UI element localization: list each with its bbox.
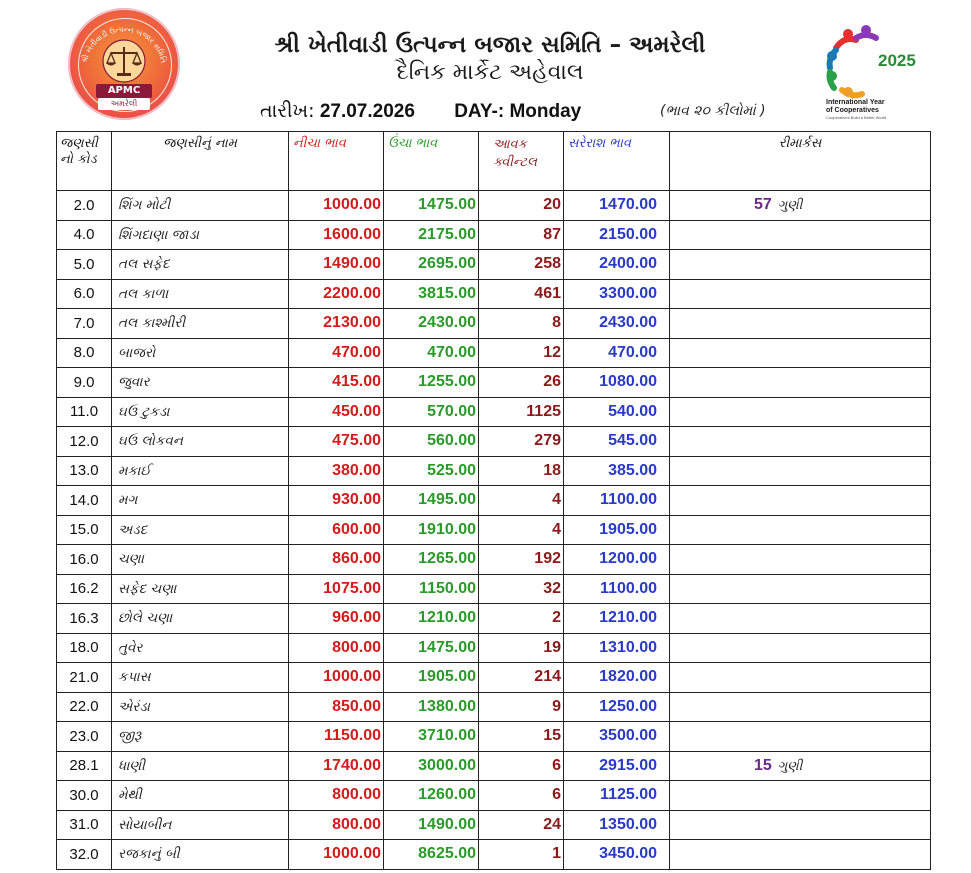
cell-avg-price: 545.00 xyxy=(564,427,670,457)
scales-icon xyxy=(101,38,147,84)
cell-code: 15.0 xyxy=(57,515,112,545)
remark-count: 57 xyxy=(754,196,772,214)
cell-code: 16.0 xyxy=(57,545,112,575)
cell-high-price: 2695.00 xyxy=(384,250,479,280)
cell-low-price: 800.00 xyxy=(289,633,384,663)
cell-remarks xyxy=(670,840,931,870)
header-avg-price: સરેરાશ ભાવ xyxy=(564,132,670,191)
cell-low-price: 415.00 xyxy=(289,368,384,398)
cell-arrival: 214 xyxy=(479,663,564,693)
cell-name: તલ સફેદ xyxy=(112,250,289,280)
table-row xyxy=(57,574,931,604)
cell-name: કપાસ xyxy=(112,663,289,693)
cell-name: સફેદ ચણા xyxy=(112,574,289,604)
cell-low-price: 860.00 xyxy=(289,545,384,575)
cell-low-price: 1150.00 xyxy=(289,722,384,752)
cell-low-price: 1740.00 xyxy=(289,751,384,781)
header-arrival: આવક ક્વીન્ટલ xyxy=(479,132,564,191)
date-label: તારીખ: xyxy=(260,100,315,122)
cell-code: 23.0 xyxy=(57,722,112,752)
cell-name: બાજરો xyxy=(112,338,289,368)
cell-name: અડદ xyxy=(112,515,289,545)
header-remarks: રીમાર્કસ xyxy=(670,132,931,191)
table-row xyxy=(57,633,931,663)
market-price-table xyxy=(56,131,931,870)
cell-name: શિંગ મોટી xyxy=(112,191,289,221)
cell-low-price: 1490.00 xyxy=(289,250,384,280)
cell-remarks xyxy=(670,250,931,280)
cell-name: તલ કાશ્મીરી xyxy=(112,309,289,339)
header-code: જણસી નો કોડ xyxy=(57,132,112,191)
table-row xyxy=(57,220,931,250)
table-row xyxy=(57,663,931,693)
cell-low-price: 470.00 xyxy=(289,338,384,368)
cell-code: 28.1 xyxy=(57,751,112,781)
cell-remarks xyxy=(670,751,931,781)
cell-code: 6.0 xyxy=(57,279,112,309)
cell-name: જીરૂ xyxy=(112,722,289,752)
cell-arrival: 9 xyxy=(479,692,564,722)
table-row xyxy=(57,722,931,752)
cell-remarks xyxy=(670,456,931,486)
cell-arrival: 4 xyxy=(479,515,564,545)
cell-name: ચણા xyxy=(112,545,289,575)
cell-remarks xyxy=(670,427,931,457)
cell-arrival: 1125 xyxy=(479,397,564,427)
cell-high-price: 3815.00 xyxy=(384,279,479,309)
cell-low-price: 380.00 xyxy=(289,456,384,486)
cell-arrival: 18 xyxy=(479,456,564,486)
logo-arc-label: શ્રી ખેતીવાડી ઉત્પન્ન બજાર સમિતિ xyxy=(79,24,169,64)
cell-arrival: 2 xyxy=(479,604,564,634)
table-row xyxy=(57,515,931,545)
cell-code: 18.0 xyxy=(57,633,112,663)
table-row xyxy=(57,486,931,516)
cell-name: સોયાબીન xyxy=(112,810,289,840)
cell-low-price: 1000.00 xyxy=(289,663,384,693)
cell-avg-price: 470.00 xyxy=(564,338,670,368)
table-body xyxy=(57,191,931,870)
cell-name: એરંડા xyxy=(112,692,289,722)
cooperatives-year-logo xyxy=(822,18,940,122)
logo-year-text: 2025 xyxy=(878,51,916,70)
cell-avg-price: 1080.00 xyxy=(564,368,670,398)
cell-arrival: 87 xyxy=(479,220,564,250)
header-high-price: ઉંચા ભાવ xyxy=(384,132,479,191)
cell-low-price: 450.00 xyxy=(289,397,384,427)
cell-high-price: 1380.00 xyxy=(384,692,479,722)
cell-code: 11.0 xyxy=(57,397,112,427)
cell-high-price: 2175.00 xyxy=(384,220,479,250)
table-row xyxy=(57,309,931,339)
cell-remarks xyxy=(670,574,931,604)
cell-avg-price: 1350.00 xyxy=(564,810,670,840)
table-row xyxy=(57,191,931,221)
cell-name: મકાઈ xyxy=(112,456,289,486)
cell-high-price: 3710.00 xyxy=(384,722,479,752)
cell-code: 14.0 xyxy=(57,486,112,516)
cell-high-price: 1905.00 xyxy=(384,663,479,693)
cell-code: 2.0 xyxy=(57,191,112,221)
cell-remarks xyxy=(670,279,931,309)
cell-avg-price: 1310.00 xyxy=(564,633,670,663)
cell-arrival: 258 xyxy=(479,250,564,280)
cell-high-price: 1210.00 xyxy=(384,604,479,634)
cell-avg-price: 3450.00 xyxy=(564,840,670,870)
cell-code: 22.0 xyxy=(57,692,112,722)
cell-remarks xyxy=(670,515,931,545)
cell-avg-price: 385.00 xyxy=(564,456,670,486)
cell-low-price: 475.00 xyxy=(289,427,384,457)
cell-avg-price: 540.00 xyxy=(564,397,670,427)
header-low-price: નીચા ભાવ xyxy=(289,132,384,191)
cell-high-price: 1475.00 xyxy=(384,633,479,663)
logo-city-label: અમરેલી xyxy=(98,98,150,110)
header-name: જણસીનું નામ xyxy=(112,132,289,191)
cell-code: 21.0 xyxy=(57,663,112,693)
cell-code: 7.0 xyxy=(57,309,112,339)
day-value: Monday xyxy=(509,101,582,122)
cell-name: ઘઉ લોકવન xyxy=(112,427,289,457)
cell-arrival: 1 xyxy=(479,840,564,870)
cell-low-price: 1000.00 xyxy=(289,840,384,870)
cell-remarks xyxy=(670,486,931,516)
cell-arrival: 20 xyxy=(479,191,564,221)
cell-name: શિંગદાણા જાડા xyxy=(112,220,289,250)
table-row xyxy=(57,250,931,280)
cell-code: 12.0 xyxy=(57,427,112,457)
cell-high-price: 470.00 xyxy=(384,338,479,368)
day-label: DAY-: xyxy=(454,101,505,122)
cell-remarks xyxy=(670,633,931,663)
cell-avg-price: 1125.00 xyxy=(564,781,670,811)
table-row xyxy=(57,545,931,575)
remark-unit: ગુણી xyxy=(777,758,803,774)
cell-low-price: 850.00 xyxy=(289,692,384,722)
cell-avg-price: 3300.00 xyxy=(564,279,670,309)
cell-code: 8.0 xyxy=(57,338,112,368)
table-row xyxy=(57,456,931,486)
date-value: 27.07.2026 xyxy=(319,101,415,122)
cell-name: રજકાનું બી xyxy=(112,840,289,870)
table-header-row xyxy=(57,132,931,191)
cell-high-price: 1495.00 xyxy=(384,486,479,516)
cell-remarks xyxy=(670,397,931,427)
table-row xyxy=(57,604,931,634)
cell-low-price: 800.00 xyxy=(289,781,384,811)
cell-avg-price: 1100.00 xyxy=(564,574,670,604)
cell-name: ઘઉ ટુકડા xyxy=(112,397,289,427)
cell-high-price: 1150.00 xyxy=(384,574,479,604)
cell-arrival: 4 xyxy=(479,486,564,516)
table-row xyxy=(57,751,931,781)
remark-count: 15 xyxy=(754,756,772,774)
cell-high-price: 1910.00 xyxy=(384,515,479,545)
cell-arrival: 461 xyxy=(479,279,564,309)
cell-code: 4.0 xyxy=(57,220,112,250)
cell-avg-price: 2150.00 xyxy=(564,220,670,250)
cell-arrival: 19 xyxy=(479,633,564,663)
cell-low-price: 2200.00 xyxy=(289,279,384,309)
cell-avg-price: 1905.00 xyxy=(564,515,670,545)
cell-remarks xyxy=(670,663,931,693)
cell-high-price: 560.00 xyxy=(384,427,479,457)
cell-low-price: 1000.00 xyxy=(289,191,384,221)
remark-unit: ગુણી xyxy=(777,198,803,214)
table-row xyxy=(57,397,931,427)
logo-line1-text: International Year xyxy=(826,99,885,106)
cell-remarks xyxy=(670,604,931,634)
cell-name: તુવેર xyxy=(112,633,289,663)
logo-apmc-badge: APMC xyxy=(96,84,152,98)
cell-arrival: 15 xyxy=(479,722,564,752)
cell-arrival: 26 xyxy=(479,368,564,398)
cell-high-price: 2430.00 xyxy=(384,309,479,339)
cell-name: મગ xyxy=(112,486,289,516)
table-row xyxy=(57,368,931,398)
cell-code: 9.0 xyxy=(57,368,112,398)
table-row xyxy=(57,338,931,368)
cell-high-price: 3000.00 xyxy=(384,751,479,781)
cell-arrival: 6 xyxy=(479,781,564,811)
unit-note: (ભાવ ૨૦ કીલોમાં ) xyxy=(660,103,766,119)
table-row xyxy=(57,279,931,309)
cell-avg-price: 1210.00 xyxy=(564,604,670,634)
cell-code: 30.0 xyxy=(57,781,112,811)
cell-name: મેથી xyxy=(112,781,289,811)
cell-low-price: 600.00 xyxy=(289,515,384,545)
cell-remarks xyxy=(670,781,931,811)
cell-remarks xyxy=(670,810,931,840)
cell-remarks xyxy=(670,545,931,575)
cell-avg-price: 2915.00 xyxy=(564,751,670,781)
cell-avg-price: 2400.00 xyxy=(564,250,670,280)
cell-avg-price: 1470.00 xyxy=(564,191,670,221)
cell-arrival: 279 xyxy=(479,427,564,457)
cell-low-price: 800.00 xyxy=(289,810,384,840)
cell-code: 16.3 xyxy=(57,604,112,634)
cell-low-price: 1600.00 xyxy=(289,220,384,250)
cell-high-price: 8625.00 xyxy=(384,840,479,870)
cell-arrival: 24 xyxy=(479,810,564,840)
table-row xyxy=(57,781,931,811)
cell-high-price: 1490.00 xyxy=(384,810,479,840)
apmc-logo xyxy=(68,8,180,120)
logo-line2-text: of Cooperatives xyxy=(826,107,879,114)
cell-low-price: 1075.00 xyxy=(289,574,384,604)
cell-remarks xyxy=(670,309,931,339)
cell-code: 16.2 xyxy=(57,574,112,604)
cell-name: જુવાર xyxy=(112,368,289,398)
table-row xyxy=(57,427,931,457)
cell-remarks xyxy=(670,722,931,752)
cell-code: 13.0 xyxy=(57,456,112,486)
cell-remarks xyxy=(670,338,931,368)
table-row xyxy=(57,810,931,840)
cell-avg-price: 1100.00 xyxy=(564,486,670,516)
cell-arrival: 12 xyxy=(479,338,564,368)
cell-arrival: 8 xyxy=(479,309,564,339)
cell-low-price: 960.00 xyxy=(289,604,384,634)
cell-remarks xyxy=(670,220,931,250)
cell-avg-price: 1200.00 xyxy=(564,545,670,575)
cell-high-price: 1475.00 xyxy=(384,191,479,221)
cell-high-price: 1265.00 xyxy=(384,545,479,575)
table-row xyxy=(57,692,931,722)
cell-avg-price: 2430.00 xyxy=(564,309,670,339)
cell-avg-price: 3500.00 xyxy=(564,722,670,752)
cell-code: 32.0 xyxy=(57,840,112,870)
cell-remarks xyxy=(670,191,931,221)
table-row xyxy=(57,840,931,870)
cell-arrival: 192 xyxy=(479,545,564,575)
logo-line3-text: Cooperatives Build a Better World xyxy=(826,115,887,120)
cell-remarks xyxy=(670,692,931,722)
cell-name: છોલે ચણા xyxy=(112,604,289,634)
cell-code: 31.0 xyxy=(57,810,112,840)
date-row xyxy=(260,100,581,123)
cell-high-price: 570.00 xyxy=(384,397,479,427)
cell-high-price: 1255.00 xyxy=(384,368,479,398)
cell-arrival: 6 xyxy=(479,751,564,781)
cell-high-price: 525.00 xyxy=(384,456,479,486)
cell-name: ધાણી xyxy=(112,751,289,781)
people-ring-icon xyxy=(827,25,876,97)
cell-high-price: 1260.00 xyxy=(384,781,479,811)
cell-arrival: 32 xyxy=(479,574,564,604)
report-title: દૈનિક માર્કેટ અહેવાલ xyxy=(396,60,584,85)
cell-avg-price: 1250.00 xyxy=(564,692,670,722)
cell-low-price: 2130.00 xyxy=(289,309,384,339)
cell-remarks xyxy=(670,368,931,398)
committee-title: શ્રી ખેતીવાડી ઉત્પન્ન બજાર સમિતિ – અમરેલી xyxy=(274,32,706,58)
cell-avg-price: 1820.00 xyxy=(564,663,670,693)
cell-low-price: 930.00 xyxy=(289,486,384,516)
cell-code: 5.0 xyxy=(57,250,112,280)
cell-name: તલ કાળા xyxy=(112,279,289,309)
